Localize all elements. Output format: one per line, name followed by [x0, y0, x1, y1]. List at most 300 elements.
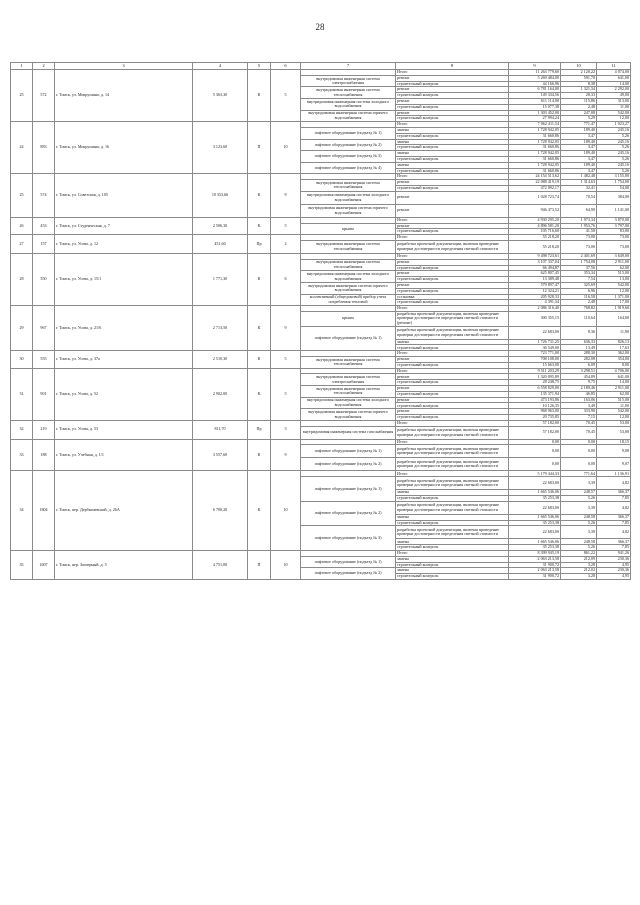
work-sum: 149 334,56: [509, 93, 561, 99]
page-number: 28: [315, 22, 325, 32]
work-sum: 1 728 942,05: [509, 127, 561, 133]
work-limit: 53,00: [597, 426, 631, 439]
total-per-sqm: 3 298,51: [561, 368, 597, 374]
work-type: замена: [396, 162, 509, 168]
house-address: г. Томск, ул. Усова, д. 12: [55, 235, 193, 254]
system-name: внутридомовая инженерная система теплоснабжения: [301, 259, 396, 271]
work-sum: 1 320 095,89: [509, 374, 561, 380]
total-per-sqm: 1 973,34: [561, 217, 597, 223]
header-cell: 8: [396, 63, 509, 70]
house-area: 3 123,60: [193, 122, 248, 174]
header-cell: 11: [597, 63, 631, 70]
system-name: лифтовое оборудование (подъезд № 2): [301, 501, 396, 526]
system-name: крыша: [301, 311, 396, 326]
work-type: ремонт: [396, 259, 509, 265]
total-sum: 723 771,00: [509, 351, 561, 357]
total-label: Итого: [396, 217, 509, 223]
work-type: разработка проектной документации, включая проведение проверки достоверности определения сметной стоимости (ремонт): [396, 311, 509, 326]
work-sum: 2 063 213,58: [509, 556, 561, 562]
work-type: замена: [396, 127, 509, 133]
work-per-sqm: 3,39: [561, 501, 597, 514]
work-per-sqm: 0,00: [561, 458, 597, 471]
work-per-sqm: 3,47: [561, 156, 597, 162]
work-limit: 8,00: [597, 362, 631, 368]
work-sum: 2 063 213,58: [509, 568, 561, 574]
work-limit: 11,90: [597, 326, 631, 339]
house-address: г. Томск, ул. Учебная, д. 1/1: [55, 439, 193, 471]
work-per-sqm: 13,49: [561, 345, 597, 351]
system-name: внутридомовая инженерная система теплоснабжения: [301, 87, 396, 99]
work-type: строительный контроль: [396, 265, 509, 271]
work-limit: 542,00: [597, 110, 631, 116]
total-per-sqm: 2 401,69: [561, 253, 597, 259]
work-limit: 5,26: [597, 145, 631, 151]
house-id: 453: [33, 217, 55, 234]
work-type: строительный контроль: [396, 168, 509, 174]
work-limit: 17,00: [597, 300, 631, 306]
work-sum: 1 665 546,06: [509, 539, 561, 545]
header-cell: 4: [193, 63, 248, 70]
work-sum: 55 218,20: [509, 240, 561, 253]
work-per-sqm: 189,40: [561, 151, 597, 157]
total-sum: 24 154 513,62: [509, 174, 561, 180]
wall-type: К: [248, 471, 271, 551]
work-per-sqm: 28,33: [561, 93, 597, 99]
work-limit: 2 911,00: [597, 386, 631, 392]
work-per-sqm: 212,09: [561, 556, 597, 562]
row-number: 30: [11, 351, 33, 368]
work-per-sqm: 3,49: [561, 403, 597, 409]
system-name: лифтовое оборудование (подъезд № 2): [301, 139, 396, 151]
work-limit: 3 797,00: [597, 223, 631, 229]
system-name: лифтовое оборудование (подъезд № 4): [301, 162, 396, 174]
house-address: г. Томск, ул. Усова, д. 53: [55, 420, 193, 439]
row-number: 32: [11, 420, 33, 439]
system-name: лифтовое оборудование (подъезд № 3): [301, 526, 396, 551]
header-cell: 10: [561, 63, 597, 70]
work-sum: 300 355,15: [509, 311, 561, 326]
work-type: строительный контроль: [396, 520, 509, 526]
total-label: Итого: [396, 551, 509, 557]
wall-type: К: [248, 174, 271, 217]
work-type: замена: [396, 339, 509, 345]
work-limit: 245,16: [597, 162, 631, 168]
house-id: 967: [33, 306, 55, 351]
work-limit: 14,00: [597, 81, 631, 87]
work-sum: 968 963,00: [509, 409, 561, 415]
total-label: Итого: [396, 253, 509, 259]
work-sum: 31 900,72: [509, 562, 561, 568]
work-type: строительный контроль: [396, 345, 509, 351]
work-sum: 15 077,38: [509, 104, 561, 110]
capital-repair-table: [10, 62, 631, 580]
work-per-sqm: 0,00: [561, 445, 597, 458]
header-cell: 3: [55, 63, 193, 70]
house-id: 1607: [33, 551, 55, 580]
work-per-sqm: 110,64: [561, 311, 597, 326]
wall-type: К: [248, 70, 271, 122]
work-type: строительный контроль: [396, 277, 509, 283]
work-limit: 384,00: [597, 191, 631, 204]
work-limit: 366,37: [597, 539, 631, 545]
work-type: ремонт: [396, 98, 509, 104]
total-per-sqm: 2 120,22: [561, 70, 597, 76]
work-per-sqm: 7,15: [561, 415, 597, 421]
total-per-sqm: 73,00: [561, 235, 597, 241]
house-area: 3 557,60: [193, 439, 248, 471]
work-sum: 1 665 546,06: [509, 514, 561, 520]
work-sum: 473 193,86: [509, 397, 561, 403]
system-name: внутридомовая инженерная система холодного водоснабжения: [301, 98, 396, 110]
floor-count: 9: [271, 174, 301, 217]
work-limit: 164,00: [597, 311, 631, 326]
house-area: 811,70: [193, 420, 248, 439]
work-type: ремонт: [396, 87, 509, 93]
work-per-sqm: 3,47: [561, 133, 597, 139]
work-limit: 12,00: [597, 116, 631, 122]
wall-type: К: [248, 306, 271, 351]
work-sum: 22 683,00: [509, 526, 561, 539]
work-sum: 66 494,87: [509, 265, 561, 271]
work-type: ремонт: [396, 191, 509, 204]
total-sum: 9 511 203,29: [509, 368, 561, 374]
work-limit: 11,00: [597, 403, 631, 409]
work-type: ремонт: [396, 271, 509, 277]
work-sum: 22 683,00: [509, 477, 561, 490]
work-sum: 12 324,21: [509, 288, 561, 294]
work-type: разработка проектной документации, включая проведение проверки достоверности определения сметной стоимости: [396, 326, 509, 339]
house-area: 4 751,00: [193, 551, 248, 580]
wall-type: К: [248, 368, 271, 420]
work-per-sqm: 3,39: [561, 477, 597, 490]
work-per-sqm: 32,41: [561, 185, 597, 191]
work-per-sqm: 212,02: [561, 568, 597, 574]
work-sum: 31 900,72: [509, 574, 561, 580]
work-per-sqm: 1 314,63: [561, 180, 597, 186]
work-type: ремонт: [396, 75, 509, 81]
header-cell: 6: [271, 63, 301, 70]
work-per-sqm: 5,26: [561, 545, 597, 551]
work-type: замена: [396, 490, 509, 496]
row-number: 25: [11, 174, 33, 217]
system-name: внутридомовая инженерная система холодного водоснабжения: [301, 397, 396, 409]
wall-type: К: [248, 439, 271, 471]
system-name: лифтовое оборудование (подъезд № 2): [301, 458, 396, 471]
total-limit: 3 155,00: [597, 174, 631, 180]
house-address: г. Томск, ул. Студенческая, д. 7: [55, 217, 193, 234]
work-limit: 9,08: [597, 445, 631, 458]
work-type: ремонт: [396, 282, 509, 288]
total-limit: 941,26: [597, 551, 631, 557]
work-per-sqm: 41,58: [561, 229, 597, 235]
work-per-sqm: 3,47: [561, 168, 597, 174]
work-per-sqm: 2 189,46: [561, 386, 597, 392]
work-per-sqm: 1 321,34: [561, 87, 597, 93]
work-sum: 31 660,86: [509, 168, 561, 174]
house-id: 555: [33, 351, 55, 368]
row-number: 25: [11, 70, 33, 122]
work-type: разработка проектной документации, включая проведение проверки достоверности определения сметной стоимости: [396, 526, 509, 539]
house-address: г. Томск, пер. Дербышевский, д. 26А: [55, 471, 193, 551]
work-per-sqm: 189,40: [561, 127, 597, 133]
work-per-sqm: 8,38: [561, 81, 597, 87]
total-per-sqm: 771,47: [561, 122, 597, 128]
work-per-sqm: 591,70: [561, 75, 597, 81]
work-type: строительный контроль: [396, 81, 509, 87]
work-type: замена: [396, 568, 509, 574]
house-address: г. Томск, ул. Усова, д. 15/1: [55, 253, 193, 305]
work-sum: 4 896 581,20: [509, 223, 561, 229]
work-per-sqm: 9,75: [561, 380, 597, 386]
work-type: разработка проектной документации, включая проведение проверки достоверности определения сметной стоимости: [396, 477, 509, 490]
work-sum: 22 088 419,19: [509, 180, 561, 186]
house-id: 1804: [33, 471, 55, 551]
work-sum: 105 716,60: [509, 229, 561, 235]
work-limit: 515,00: [597, 397, 631, 403]
work-limit: 7,85: [597, 520, 631, 526]
work-sum: 10 126,35: [509, 403, 561, 409]
house-address: г. Томск, ул. Усова, д. 21/6: [55, 306, 193, 351]
total-limit: 4 074,00: [597, 70, 631, 76]
system-name: лифтовое оборудование (подъезд № 2): [301, 568, 396, 580]
total-per-sqm: 288,30: [561, 351, 597, 357]
work-type: строительный контроль: [396, 496, 509, 502]
work-type: ремонт: [396, 180, 509, 186]
total-label: Итого: [396, 70, 509, 76]
work-per-sqm: 8,36: [561, 326, 597, 339]
work-per-sqm: 5,29: [561, 116, 597, 122]
work-type: ремонт: [396, 397, 509, 403]
work-limit: 4,82: [597, 526, 631, 539]
work-sum: 3 107 337,04: [509, 259, 561, 265]
work-type: строительный контроль: [396, 104, 509, 110]
header-cell: 9: [509, 63, 561, 70]
work-type: ремонт: [396, 204, 509, 217]
total-limit: 3 649,00: [597, 253, 631, 259]
system-name: внутридомовая инженерная система теплоснабжения: [301, 180, 396, 192]
work-sum: 1 728 942,05: [509, 139, 561, 145]
work-limit: 230,36: [597, 568, 631, 574]
house-address: г. Томск, ул. Советская, д. 105: [55, 174, 193, 217]
total-label: Итого: [396, 351, 509, 357]
work-sum: 4 391,34: [509, 300, 561, 306]
work-sum: 22 683,00: [509, 501, 561, 514]
floor-count: 3: [271, 420, 301, 439]
work-sum: 135 371,94: [509, 391, 561, 397]
work-sum: 0,00: [509, 458, 561, 471]
total-label: Итого: [396, 471, 509, 477]
system-name: внутридомовая инженерная система холодного водоснабжения: [301, 271, 396, 283]
wall-type: К: [248, 351, 271, 368]
house-area: 2 713,50: [193, 306, 248, 351]
work-limit: 4,95: [597, 574, 631, 580]
house-id: 574: [33, 174, 55, 217]
work-sum: 0,00: [509, 445, 561, 458]
work-type: строительный контроль: [396, 300, 509, 306]
work-sum: 579 897,47: [509, 282, 561, 288]
total-sum: 9 498 723,61: [509, 253, 561, 259]
work-sum: 31 660,86: [509, 133, 561, 139]
work-sum: 6 781 164,00: [509, 87, 561, 93]
work-per-sqm: 247,08: [561, 110, 597, 116]
row-number: 31: [11, 368, 33, 420]
system-name: внутридомовая инженерная система горячего водоснабжения: [301, 409, 396, 421]
work-limit: 62,00: [597, 265, 631, 271]
work-sum: 625 807,45: [509, 271, 561, 277]
work-sum: 708 108,00: [509, 357, 561, 363]
house-id: 883: [33, 122, 55, 174]
floor-count: 10: [271, 551, 301, 580]
work-per-sqm: 3,28: [561, 574, 597, 580]
system-name: лифтовое оборудование (подъезд № 1): [301, 556, 396, 568]
work-limit: 4,82: [597, 477, 631, 490]
total-per-sqm: 1 482,48: [561, 174, 597, 180]
work-type: строительный контроль: [396, 229, 509, 235]
total-limit: 1 136,91: [597, 471, 631, 477]
house-area: 2 506,30: [193, 217, 248, 234]
work-sum: 1 728 942,05: [509, 151, 561, 157]
total-limit: 362,00: [597, 351, 631, 357]
work-per-sqm: 2,48: [561, 104, 597, 110]
work-limit: 515,00: [597, 271, 631, 277]
wall-type: Пр: [248, 420, 271, 439]
work-type: ремонт: [396, 357, 509, 363]
work-type: замена: [396, 514, 509, 520]
work-per-sqm: 282,08: [561, 357, 597, 363]
work-sum: 44 166,96: [509, 81, 561, 87]
work-per-sqm: 70,54: [561, 191, 597, 204]
work-sum: 35 253,38: [509, 545, 561, 551]
work-type: ремонт: [396, 386, 509, 392]
work-limit: 2 292,00: [597, 87, 631, 93]
system-name: внутридомовая инженерная система электроснабжения: [301, 374, 396, 386]
floor-count: 9: [271, 306, 301, 351]
wall-type: П: [248, 122, 271, 174]
house-id: 572: [33, 70, 55, 122]
work-type: строительный контроль: [396, 403, 509, 409]
row-number: 24: [11, 122, 33, 174]
house-id: 901: [33, 368, 55, 420]
system-name: лифтовое оборудование (подъезд № 1): [301, 326, 396, 351]
total-sum: 0,00: [509, 439, 561, 445]
header-row: [11, 63, 631, 70]
header-cell: 7: [301, 63, 396, 70]
system-name: крыша: [301, 223, 396, 235]
house-area: 2 510,30: [193, 351, 248, 368]
work-type: ремонт: [396, 110, 509, 116]
header-cell: 5: [248, 63, 271, 70]
total-sum: 11 263 779,60: [509, 70, 561, 76]
total-limit: 3 870,00: [597, 217, 631, 223]
work-type: строительный контроль: [396, 380, 509, 386]
house-id: 188: [33, 439, 55, 471]
work-limit: 7,85: [597, 545, 631, 551]
work-limit: 14,00: [597, 380, 631, 386]
work-per-sqm: 2,48: [561, 300, 597, 306]
row-number: 29: [11, 306, 33, 351]
house-address: г. Томск, ул. Усова, д. 52: [55, 368, 193, 420]
total-label: Итого: [396, 122, 509, 128]
total-label: Итого: [396, 368, 509, 374]
wall-type: П: [248, 551, 271, 580]
work-type: строительный контроль: [396, 116, 509, 122]
work-limit: 62,00: [597, 391, 631, 397]
floor-count: 10: [271, 122, 301, 174]
work-per-sqm: 7,54: [561, 277, 597, 283]
wall-type: Пр: [248, 235, 271, 254]
work-limit: 366,37: [597, 490, 631, 496]
total-sum: 55 218,20: [509, 235, 561, 241]
house-area: 5 363,30: [193, 70, 248, 122]
wall-type: К: [248, 253, 271, 305]
system-name: внутридомовая инженерная система горячего водоснабжения: [301, 282, 396, 294]
work-per-sqm: 115,86: [561, 98, 597, 104]
total-sum: 57 182,00: [509, 420, 561, 426]
work-type: разработка проектной документации, включая проведение проверки достоверности определения сметной стоимости: [396, 240, 509, 253]
floor-count: 5: [271, 351, 301, 368]
total-sum: 5 179 444,33: [509, 471, 561, 477]
work-per-sqm: 46,85: [561, 391, 597, 397]
work-per-sqm: 636,33: [561, 339, 597, 345]
work-per-sqm: 189,40: [561, 162, 597, 168]
work-limit: 12,00: [597, 415, 631, 421]
work-type: разработка проектной документации, включая проведение проверки достоверности определения сметной стоимости: [396, 426, 509, 439]
total-sum: 4 930 295,20: [509, 217, 561, 223]
system-name: внутридомовая инженерная система горячего водоснабжения: [301, 204, 396, 217]
work-per-sqm: 64,90: [561, 204, 597, 217]
total-limit: 73,00: [597, 235, 631, 241]
total-limit: 1 919,60: [597, 306, 631, 312]
work-sum: 35 253,38: [509, 496, 561, 502]
system-name: лифтовое оборудование (подъезд № 3): [301, 151, 396, 163]
work-per-sqm: 6,96: [561, 288, 597, 294]
work-per-sqm: 3,47: [561, 145, 597, 151]
work-sum: 1 726 731,25: [509, 339, 561, 345]
row-number: 33: [11, 439, 33, 471]
work-type: строительный контроль: [396, 185, 509, 191]
system-name: внутридомовая инженерная система электроснабжения: [301, 75, 396, 87]
work-limit: 4,82: [597, 501, 631, 514]
house-id: 550: [33, 253, 55, 305]
floor-count: 9: [271, 439, 301, 471]
work-per-sqm: 37,56: [561, 265, 597, 271]
work-limit: 5,26: [597, 156, 631, 162]
house-id: 157: [33, 235, 55, 254]
total-label: Итого: [396, 306, 509, 312]
work-limit: 366,37: [597, 514, 631, 520]
work-limit: 17,63: [597, 345, 631, 351]
system-name: внутридомовая инженерная система холодного водоснабжения: [301, 191, 396, 204]
work-type: строительный контроль: [396, 156, 509, 162]
work-limit: 245,16: [597, 151, 631, 157]
work-limit: 4,95: [597, 562, 631, 568]
work-type: строительный контроль: [396, 93, 509, 99]
work-sum: 1 303 452,00: [509, 110, 561, 116]
house-address: г. Томск, ул. Усова, д. 37а: [55, 351, 193, 368]
work-sum: 15 663,00: [509, 362, 561, 368]
house-area: 2 902,00: [193, 368, 248, 420]
header-cell: 2: [33, 63, 55, 70]
work-type: разработка проектной документации, включая проведение проверки достоверности определения сметной стоимости: [396, 445, 509, 458]
work-limit: 11,00: [597, 104, 631, 110]
system-name: внутридомовая инженерная система теплоснабжения: [301, 357, 396, 369]
work-per-sqm: 3,28: [561, 562, 597, 568]
work-type: разработка проектной документации, включая проведение проверки достоверности определения сметной стоимости: [396, 458, 509, 471]
work-type: строительный контроль: [396, 574, 509, 580]
work-per-sqm: 3,39: [561, 526, 597, 539]
total-label: Итого: [396, 420, 509, 426]
total-label: Итого: [396, 174, 509, 180]
